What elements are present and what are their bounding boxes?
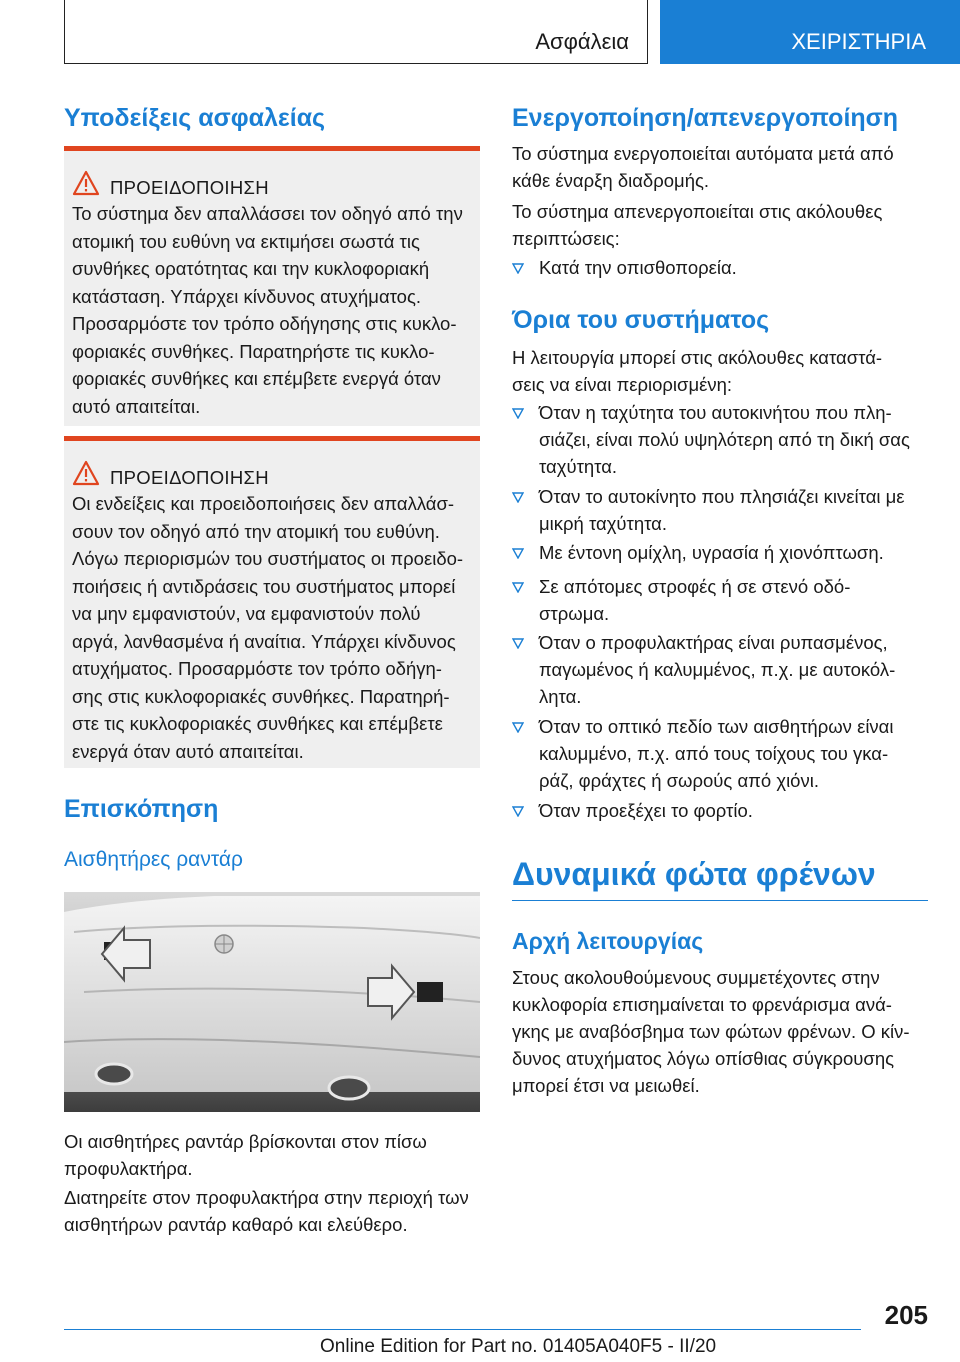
activation-paragraph-1 (512, 140, 928, 194)
paragraph-line: προφυλακτήρα. (64, 1158, 193, 1179)
paragraph-line: Το σύστημα ενεργοποιείται αυτόματα μετά από (512, 143, 894, 164)
rear-bumper-radar-photo (64, 892, 480, 1112)
bullet-line: ταχύτητα. (539, 456, 618, 477)
bullet-line: Όταν η ταχύτητα του αυτοκινήτου που πλη- (539, 402, 892, 423)
bullet-text (539, 573, 929, 627)
paragraph-line: κυκλοφορία επισημαίνεται το φρενάρισμα ανά- (512, 994, 892, 1015)
warning-line: στε τις κυκλοφοριακές συνθήκες και επέμβετε (72, 713, 443, 734)
warning-line: φοριακές συνθήκες. Παρατηρήστε τις κυκλο- (72, 340, 435, 362)
paragraph-line: αισθητήρων ραντάρ καθαρό και ελεύθερο. (64, 1214, 408, 1235)
bullet-line: σιάζει, είναι πολύ υψηλότερη από τη δική σας (539, 429, 910, 450)
bullet-triangle-icon (512, 582, 524, 593)
warning-label: ΠΡΟΕΙΔΟΠΟΙΗΣΗ (110, 467, 269, 488)
warning-line: Οι ενδείξεις και προειδοποιήσεις δεν απαλλάσ- (72, 493, 455, 514)
edition-note: Online Edition for Part no. 01405A040F5 - II/20 (320, 1336, 717, 1357)
paragraph-line: σεις να είναι περιορισμένη: (512, 374, 733, 395)
system-limits-heading: Όρια του συστήματος (512, 306, 770, 334)
header-section-title: Ασφάλεια (535, 29, 629, 54)
bullet-line: λητα. (539, 686, 582, 707)
bullet-triangle-icon (512, 806, 524, 817)
paragraph-line: κάθε έναρξη διαδρομής. (512, 170, 710, 191)
warning-text (72, 490, 476, 765)
paragraph-line: Το σύστημα απενεργοποιείται στις ακόλουθες (512, 201, 883, 222)
warning-box-1 (64, 146, 480, 426)
bullet-line: ράζ, φράχτες ή σωρούς από χιόνι. (539, 770, 819, 791)
warning-line: ατυχήματος. Προσαρμόστε τον τρόπο οδήγη- (72, 658, 442, 679)
radar-sensors-heading: Αισθητήρες ραντάρ (64, 848, 243, 871)
warning-line: σης στις κυκλοφοριακές συνθήκες. Παρατηρή- (72, 685, 450, 707)
safety-notes-title: Υποδείξεις ασφαλείας (64, 104, 326, 132)
bullet-line: Με έντονη ομίχλη, υγρασία ή χιονόπτωση. (539, 542, 884, 563)
footer-divider (64, 1329, 861, 1330)
bullet-line: Όταν προεξέχει το φορτίο. (539, 800, 753, 821)
bullet-text (539, 629, 929, 710)
warning-line: να μην εμφανιστούν, να εμφανιστούν πολύ (72, 603, 421, 624)
bullet-triangle-icon (512, 408, 524, 419)
bullet-line: Όταν το οπτικό πεδίο των αισθητήρων είναι (539, 716, 894, 737)
header-chapter-tab: ΧΕΙΡΙΣΤΗΡΙΑ (660, 0, 960, 64)
bullet-triangle-icon (512, 638, 524, 649)
warning-box-2 (64, 436, 480, 768)
bullet-text (539, 797, 929, 824)
header-section-box (64, 0, 648, 64)
bullet-triangle-icon (512, 548, 524, 559)
bullet-text: Κατά την οπισθοπορεία. (539, 257, 737, 278)
warning-line: Το σύστημα δεν απαλλάσσει τον οδηγό από την (72, 203, 463, 224)
warning-triangle-icon (72, 460, 100, 486)
sensor-clean-paragraph (64, 1184, 480, 1238)
warning-line: συνθήκες ορατότητας και την κυκλοφοριακή (72, 258, 430, 279)
warning-line: ενεργά όταν αυτό απαιτείται. (72, 740, 304, 762)
warning-line: ποιήσεις ή αντιδράσεις του συστήματος μπορεί (72, 575, 456, 597)
warning-line: Λόγω περιορισμών του συστήματος οι προειδο- (72, 548, 464, 569)
page-number: 205 (884, 1300, 928, 1330)
warning-label: ΠΡΟΕΙΔΟΠΟΙΗΣΗ (110, 177, 269, 198)
warning-line: αυτό απαιτείται. (72, 395, 201, 417)
bullet-line: παγωμένος ή καλυμμένος, π.χ. με αυτοκόλ- (539, 659, 896, 680)
operating-principle-heading: Αρχή λειτουργίας (512, 928, 704, 954)
bullet-line: μικρή ταχύτητα. (539, 513, 668, 534)
warning-line: κατάσταση. Υπάρχει κίνδυνος ατυχήματος. (72, 285, 422, 307)
warning-line: Προσαρμόστε τον τρόπο οδήγησης στις κυκλο- (72, 313, 457, 334)
warning-triangle-icon (72, 170, 100, 196)
bullet-text (539, 399, 929, 480)
warning-line: ατομική του ευθύνη να εκτιμήσει σωστά τις (72, 230, 420, 252)
bullet-triangle-icon (512, 722, 524, 733)
dynamic-brake-lights-heading: Δυναμικά φώτα φρένων (512, 856, 876, 892)
paragraph-line: μπορεί έτσι να μειωθεί. (512, 1075, 700, 1096)
paragraph-line: περιπτώσεις: (512, 228, 620, 249)
paragraph-line: Η λειτουργία μπορεί στις ακόλουθες καταστά- (512, 347, 883, 368)
bullet-triangle-icon (512, 492, 524, 503)
warning-text (72, 200, 476, 420)
warning-line: αργά, λανθασμένα ή αναίτια. Υπάρχει κίνδυνος (72, 630, 456, 652)
bullet-text (539, 713, 929, 794)
activation-paragraph-2 (512, 198, 928, 252)
bullet-line: Όταν το αυτοκίνητο που πλησιάζει κινείται με (539, 486, 905, 507)
warning-line: σουν τον οδηγό από την ατομική του ευθύνη. (72, 520, 440, 542)
section-divider (512, 900, 928, 901)
bullet-line: στρωμα. (539, 603, 610, 624)
paragraph-line: γκης με αναβόσβημα των φώτων φρένων. Ο κίν- (512, 1021, 910, 1042)
bullet-text (539, 539, 929, 566)
bullet-line: Όταν ο προφυλακτήρας είναι ρυπασμένος, (539, 632, 888, 653)
paragraph-line: Στους ακολουθούμενους συμμετέχοντες στην (512, 967, 880, 988)
activation-heading: Ενεργοποίηση/απενεργοποίηση (512, 104, 899, 132)
principle-paragraph (512, 964, 928, 1099)
bullet-triangle-icon (512, 263, 524, 274)
sensor-location-paragraph (64, 1128, 480, 1182)
bullet-line: Σε απότομες στροφές ή σε στενό οδό- (539, 576, 851, 597)
overview-heading: Επισκόπηση (64, 795, 219, 823)
bullet-text (539, 483, 929, 537)
paragraph-line: Διατηρείτε στον προφυλακτήρα στην περιοχή των (64, 1187, 469, 1208)
paragraph-line: δυνος ατυχήματος λόγω οπίσθιας σύγκρουσης (512, 1048, 895, 1069)
warning-line: φοριακές συνθήκες και επέμβετε ενεργά όταν (72, 368, 441, 389)
paragraph-line: Οι αισθητήρες ραντάρ βρίσκονται στον πίσω (64, 1131, 427, 1152)
limits-intro-paragraph (512, 344, 928, 398)
bullet-line: καλυμμένο, π.χ. από τους τοίχους του γκα- (539, 743, 889, 764)
